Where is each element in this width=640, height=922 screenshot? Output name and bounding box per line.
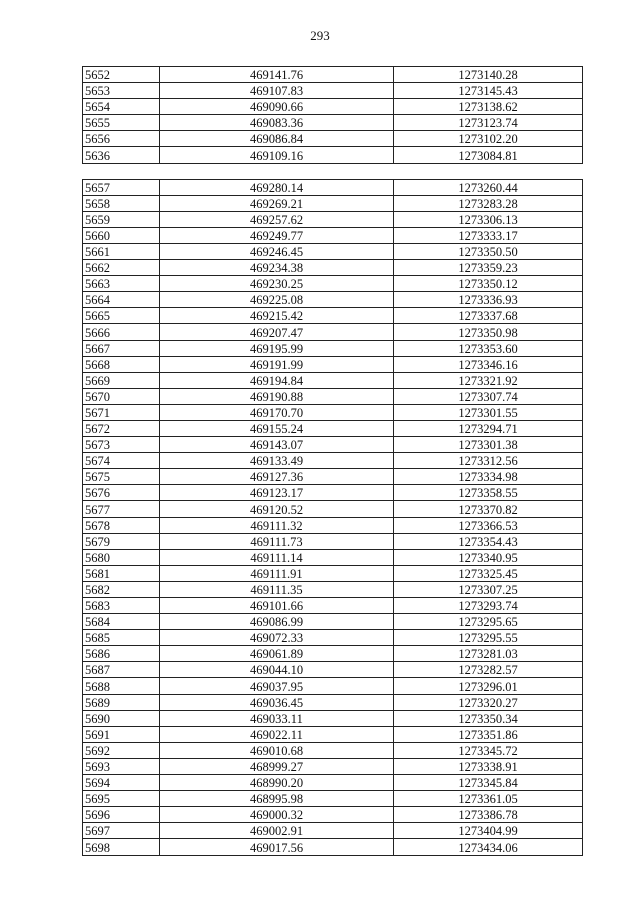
x-coordinate-cell: 469230.25 <box>160 276 394 292</box>
y-coordinate-cell: 1273293.74 <box>394 598 583 614</box>
point-id-cell: 5662 <box>83 260 160 276</box>
point-id-cell: 5659 <box>83 211 160 227</box>
point-id-cell: 5663 <box>83 276 160 292</box>
point-id-cell: 5689 <box>83 694 160 710</box>
x-coordinate-cell: 468990.20 <box>160 775 394 791</box>
separator-cell <box>83 163 583 179</box>
table-row <box>83 388 583 404</box>
x-coordinate-cell: 469234.38 <box>160 260 394 276</box>
table-row <box>83 147 583 163</box>
x-coordinate-cell: 469036.45 <box>160 694 394 710</box>
table-row <box>83 549 583 565</box>
y-coordinate-cell: 1273354.43 <box>394 533 583 549</box>
x-coordinate-cell: 469269.21 <box>160 195 394 211</box>
y-coordinate-cell: 1273333.17 <box>394 227 583 243</box>
table-row <box>83 324 583 340</box>
table-row <box>83 839 583 855</box>
y-coordinate-cell: 1273281.03 <box>394 646 583 662</box>
y-coordinate-cell: 1273320.27 <box>394 694 583 710</box>
y-coordinate-cell: 1273366.53 <box>394 517 583 533</box>
x-coordinate-cell: 469111.73 <box>160 533 394 549</box>
x-coordinate-cell: 469022.11 <box>160 726 394 742</box>
point-id-cell: 5682 <box>83 581 160 597</box>
coordinates-table-body <box>83 67 583 856</box>
point-id-cell: 5664 <box>83 292 160 308</box>
x-coordinate-cell: 469061.89 <box>160 646 394 662</box>
table-row <box>83 260 583 276</box>
point-id-cell: 5656 <box>83 131 160 147</box>
x-coordinate-cell: 469017.56 <box>160 839 394 855</box>
y-coordinate-cell: 1273358.55 <box>394 485 583 501</box>
point-id-cell: 5680 <box>83 549 160 565</box>
y-coordinate-cell: 1273336.93 <box>394 292 583 308</box>
x-coordinate-cell: 469207.47 <box>160 324 394 340</box>
x-coordinate-cell: 469225.08 <box>160 292 394 308</box>
point-id-cell: 5679 <box>83 533 160 549</box>
x-coordinate-cell: 469111.35 <box>160 581 394 597</box>
point-id-cell: 5669 <box>83 372 160 388</box>
point-id-cell: 5676 <box>83 485 160 501</box>
y-coordinate-cell: 1273301.55 <box>394 404 583 420</box>
y-coordinate-cell: 1273334.98 <box>394 469 583 485</box>
y-coordinate-cell: 1273350.34 <box>394 710 583 726</box>
x-coordinate-cell: 469072.33 <box>160 630 394 646</box>
point-id-cell: 5687 <box>83 662 160 678</box>
table-row <box>83 565 583 581</box>
point-id-cell: 5691 <box>83 726 160 742</box>
table-row <box>83 372 583 388</box>
y-coordinate-cell: 1273345.84 <box>394 775 583 791</box>
table-row <box>83 131 583 147</box>
point-id-cell: 5660 <box>83 227 160 243</box>
y-coordinate-cell: 1273338.91 <box>394 758 583 774</box>
table-row <box>83 211 583 227</box>
x-coordinate-cell: 469249.77 <box>160 227 394 243</box>
y-coordinate-cell: 1273294.71 <box>394 420 583 436</box>
table-row <box>83 694 583 710</box>
point-id-cell: 5665 <box>83 308 160 324</box>
y-coordinate-cell: 1273102.20 <box>394 131 583 147</box>
x-coordinate-cell: 469101.66 <box>160 598 394 614</box>
table-row <box>83 115 583 131</box>
page-number: 293 <box>310 28 330 43</box>
x-coordinate-cell: 469109.16 <box>160 147 394 163</box>
table-row <box>83 823 583 839</box>
table-row <box>83 356 583 372</box>
x-coordinate-cell: 469111.14 <box>160 549 394 565</box>
table-row <box>83 292 583 308</box>
point-id-cell: 5694 <box>83 775 160 791</box>
point-id-cell: 5658 <box>83 195 160 211</box>
x-coordinate-cell: 469191.99 <box>160 356 394 372</box>
point-id-cell: 5681 <box>83 565 160 581</box>
y-coordinate-cell: 1273138.62 <box>394 99 583 115</box>
y-coordinate-cell: 1273345.72 <box>394 742 583 758</box>
table-row <box>83 83 583 99</box>
point-id-cell: 5697 <box>83 823 160 839</box>
point-id-cell: 5670 <box>83 388 160 404</box>
table-row <box>83 308 583 324</box>
table-row <box>83 469 583 485</box>
x-coordinate-cell: 469280.14 <box>160 179 394 195</box>
table-row <box>83 276 583 292</box>
y-coordinate-cell: 1273301.38 <box>394 437 583 453</box>
group-separator-row <box>83 163 583 179</box>
point-id-cell: 5636 <box>83 147 160 163</box>
point-id-cell: 5657 <box>83 179 160 195</box>
point-id-cell: 5690 <box>83 710 160 726</box>
y-coordinate-cell: 1273260.44 <box>394 179 583 195</box>
y-coordinate-cell: 1273296.01 <box>394 678 583 694</box>
x-coordinate-cell: 468999.27 <box>160 758 394 774</box>
point-id-cell: 5652 <box>83 67 160 83</box>
y-coordinate-cell: 1273283.28 <box>394 195 583 211</box>
y-coordinate-cell: 1273340.95 <box>394 549 583 565</box>
y-coordinate-cell: 1273145.43 <box>394 83 583 99</box>
x-coordinate-cell: 469155.24 <box>160 420 394 436</box>
x-coordinate-cell: 469111.91 <box>160 565 394 581</box>
y-coordinate-cell: 1273295.55 <box>394 630 583 646</box>
point-id-cell: 5675 <box>83 469 160 485</box>
y-coordinate-cell: 1273434.06 <box>394 839 583 855</box>
table-row <box>83 775 583 791</box>
table-row <box>83 533 583 549</box>
y-coordinate-cell: 1273295.65 <box>394 614 583 630</box>
y-coordinate-cell: 1273351.86 <box>394 726 583 742</box>
y-coordinate-cell: 1273282.57 <box>394 662 583 678</box>
x-coordinate-cell: 469083.36 <box>160 115 394 131</box>
x-coordinate-cell: 469215.42 <box>160 308 394 324</box>
point-id-cell: 5673 <box>83 437 160 453</box>
y-coordinate-cell: 1273312.56 <box>394 453 583 469</box>
point-id-cell: 5695 <box>83 791 160 807</box>
y-coordinate-cell: 1273307.25 <box>394 581 583 597</box>
x-coordinate-cell: 469000.32 <box>160 807 394 823</box>
table-row <box>83 726 583 742</box>
point-id-cell: 5692 <box>83 742 160 758</box>
point-id-cell: 5672 <box>83 420 160 436</box>
y-coordinate-cell: 1273123.74 <box>394 115 583 131</box>
x-coordinate-cell: 469086.99 <box>160 614 394 630</box>
table-row <box>83 517 583 533</box>
point-id-cell: 5685 <box>83 630 160 646</box>
x-coordinate-cell: 469090.66 <box>160 99 394 115</box>
x-coordinate-cell: 469033.11 <box>160 710 394 726</box>
table-row <box>83 630 583 646</box>
x-coordinate-cell: 469086.84 <box>160 131 394 147</box>
table-row <box>83 662 583 678</box>
point-id-cell: 5661 <box>83 243 160 259</box>
table-row <box>83 227 583 243</box>
x-coordinate-cell: 469107.83 <box>160 83 394 99</box>
point-id-cell: 5683 <box>83 598 160 614</box>
x-coordinate-cell: 469044.10 <box>160 662 394 678</box>
y-coordinate-cell: 1273386.78 <box>394 807 583 823</box>
x-coordinate-cell: 469257.62 <box>160 211 394 227</box>
x-coordinate-cell: 469002.91 <box>160 823 394 839</box>
point-id-cell: 5696 <box>83 807 160 823</box>
x-coordinate-cell: 469194.84 <box>160 372 394 388</box>
table-row <box>83 710 583 726</box>
point-id-cell: 5688 <box>83 678 160 694</box>
y-coordinate-cell: 1273321.92 <box>394 372 583 388</box>
y-coordinate-cell: 1273359.23 <box>394 260 583 276</box>
point-id-cell: 5698 <box>83 839 160 855</box>
y-coordinate-cell: 1273306.13 <box>394 211 583 227</box>
table-row <box>83 646 583 662</box>
x-coordinate-cell: 469123.17 <box>160 485 394 501</box>
y-coordinate-cell: 1273353.60 <box>394 340 583 356</box>
x-coordinate-cell: 469120.52 <box>160 501 394 517</box>
table-row <box>83 614 583 630</box>
table-row <box>83 195 583 211</box>
x-coordinate-cell: 469010.68 <box>160 742 394 758</box>
point-id-cell: 5674 <box>83 453 160 469</box>
table-row <box>83 791 583 807</box>
x-coordinate-cell: 469141.76 <box>160 67 394 83</box>
y-coordinate-cell: 1273140.28 <box>394 67 583 83</box>
y-coordinate-cell: 1273350.50 <box>394 243 583 259</box>
point-id-cell: 5668 <box>83 356 160 372</box>
table-row <box>83 179 583 195</box>
x-coordinate-cell: 469195.99 <box>160 340 394 356</box>
point-id-cell: 5671 <box>83 404 160 420</box>
point-id-cell: 5666 <box>83 324 160 340</box>
table-row <box>83 598 583 614</box>
point-id-cell: 5667 <box>83 340 160 356</box>
table-row <box>83 437 583 453</box>
table-row <box>83 742 583 758</box>
point-id-cell: 5678 <box>83 517 160 533</box>
y-coordinate-cell: 1273337.68 <box>394 308 583 324</box>
x-coordinate-cell: 469143.07 <box>160 437 394 453</box>
point-id-cell: 5653 <box>83 83 160 99</box>
x-coordinate-cell: 469111.32 <box>160 517 394 533</box>
point-id-cell: 5654 <box>83 99 160 115</box>
point-id-cell: 5655 <box>83 115 160 131</box>
y-coordinate-cell: 1273350.98 <box>394 324 583 340</box>
x-coordinate-cell: 469190.88 <box>160 388 394 404</box>
x-coordinate-cell: 468995.98 <box>160 791 394 807</box>
point-id-cell: 5684 <box>83 614 160 630</box>
y-coordinate-cell: 1273307.74 <box>394 388 583 404</box>
table-row <box>83 340 583 356</box>
point-id-cell: 5677 <box>83 501 160 517</box>
table-row <box>83 807 583 823</box>
point-id-cell: 5693 <box>83 758 160 774</box>
table-row <box>83 485 583 501</box>
table-row <box>83 67 583 83</box>
table-row <box>83 758 583 774</box>
x-coordinate-cell: 469127.36 <box>160 469 394 485</box>
y-coordinate-cell: 1273361.05 <box>394 791 583 807</box>
table-row <box>83 243 583 259</box>
y-coordinate-cell: 1273350.12 <box>394 276 583 292</box>
table-row <box>83 581 583 597</box>
table-row <box>83 678 583 694</box>
x-coordinate-cell: 469170.70 <box>160 404 394 420</box>
coordinates-table <box>82 66 583 856</box>
x-coordinate-cell: 469037.95 <box>160 678 394 694</box>
y-coordinate-cell: 1273325.45 <box>394 565 583 581</box>
table-row <box>83 420 583 436</box>
y-coordinate-cell: 1273346.16 <box>394 356 583 372</box>
table-row <box>83 453 583 469</box>
x-coordinate-cell: 469133.49 <box>160 453 394 469</box>
table-row <box>83 501 583 517</box>
table-row <box>83 404 583 420</box>
y-coordinate-cell: 1273404.99 <box>394 823 583 839</box>
y-coordinate-cell: 1273370.82 <box>394 501 583 517</box>
x-coordinate-cell: 469246.45 <box>160 243 394 259</box>
y-coordinate-cell: 1273084.81 <box>394 147 583 163</box>
table-row <box>83 99 583 115</box>
point-id-cell: 5686 <box>83 646 160 662</box>
